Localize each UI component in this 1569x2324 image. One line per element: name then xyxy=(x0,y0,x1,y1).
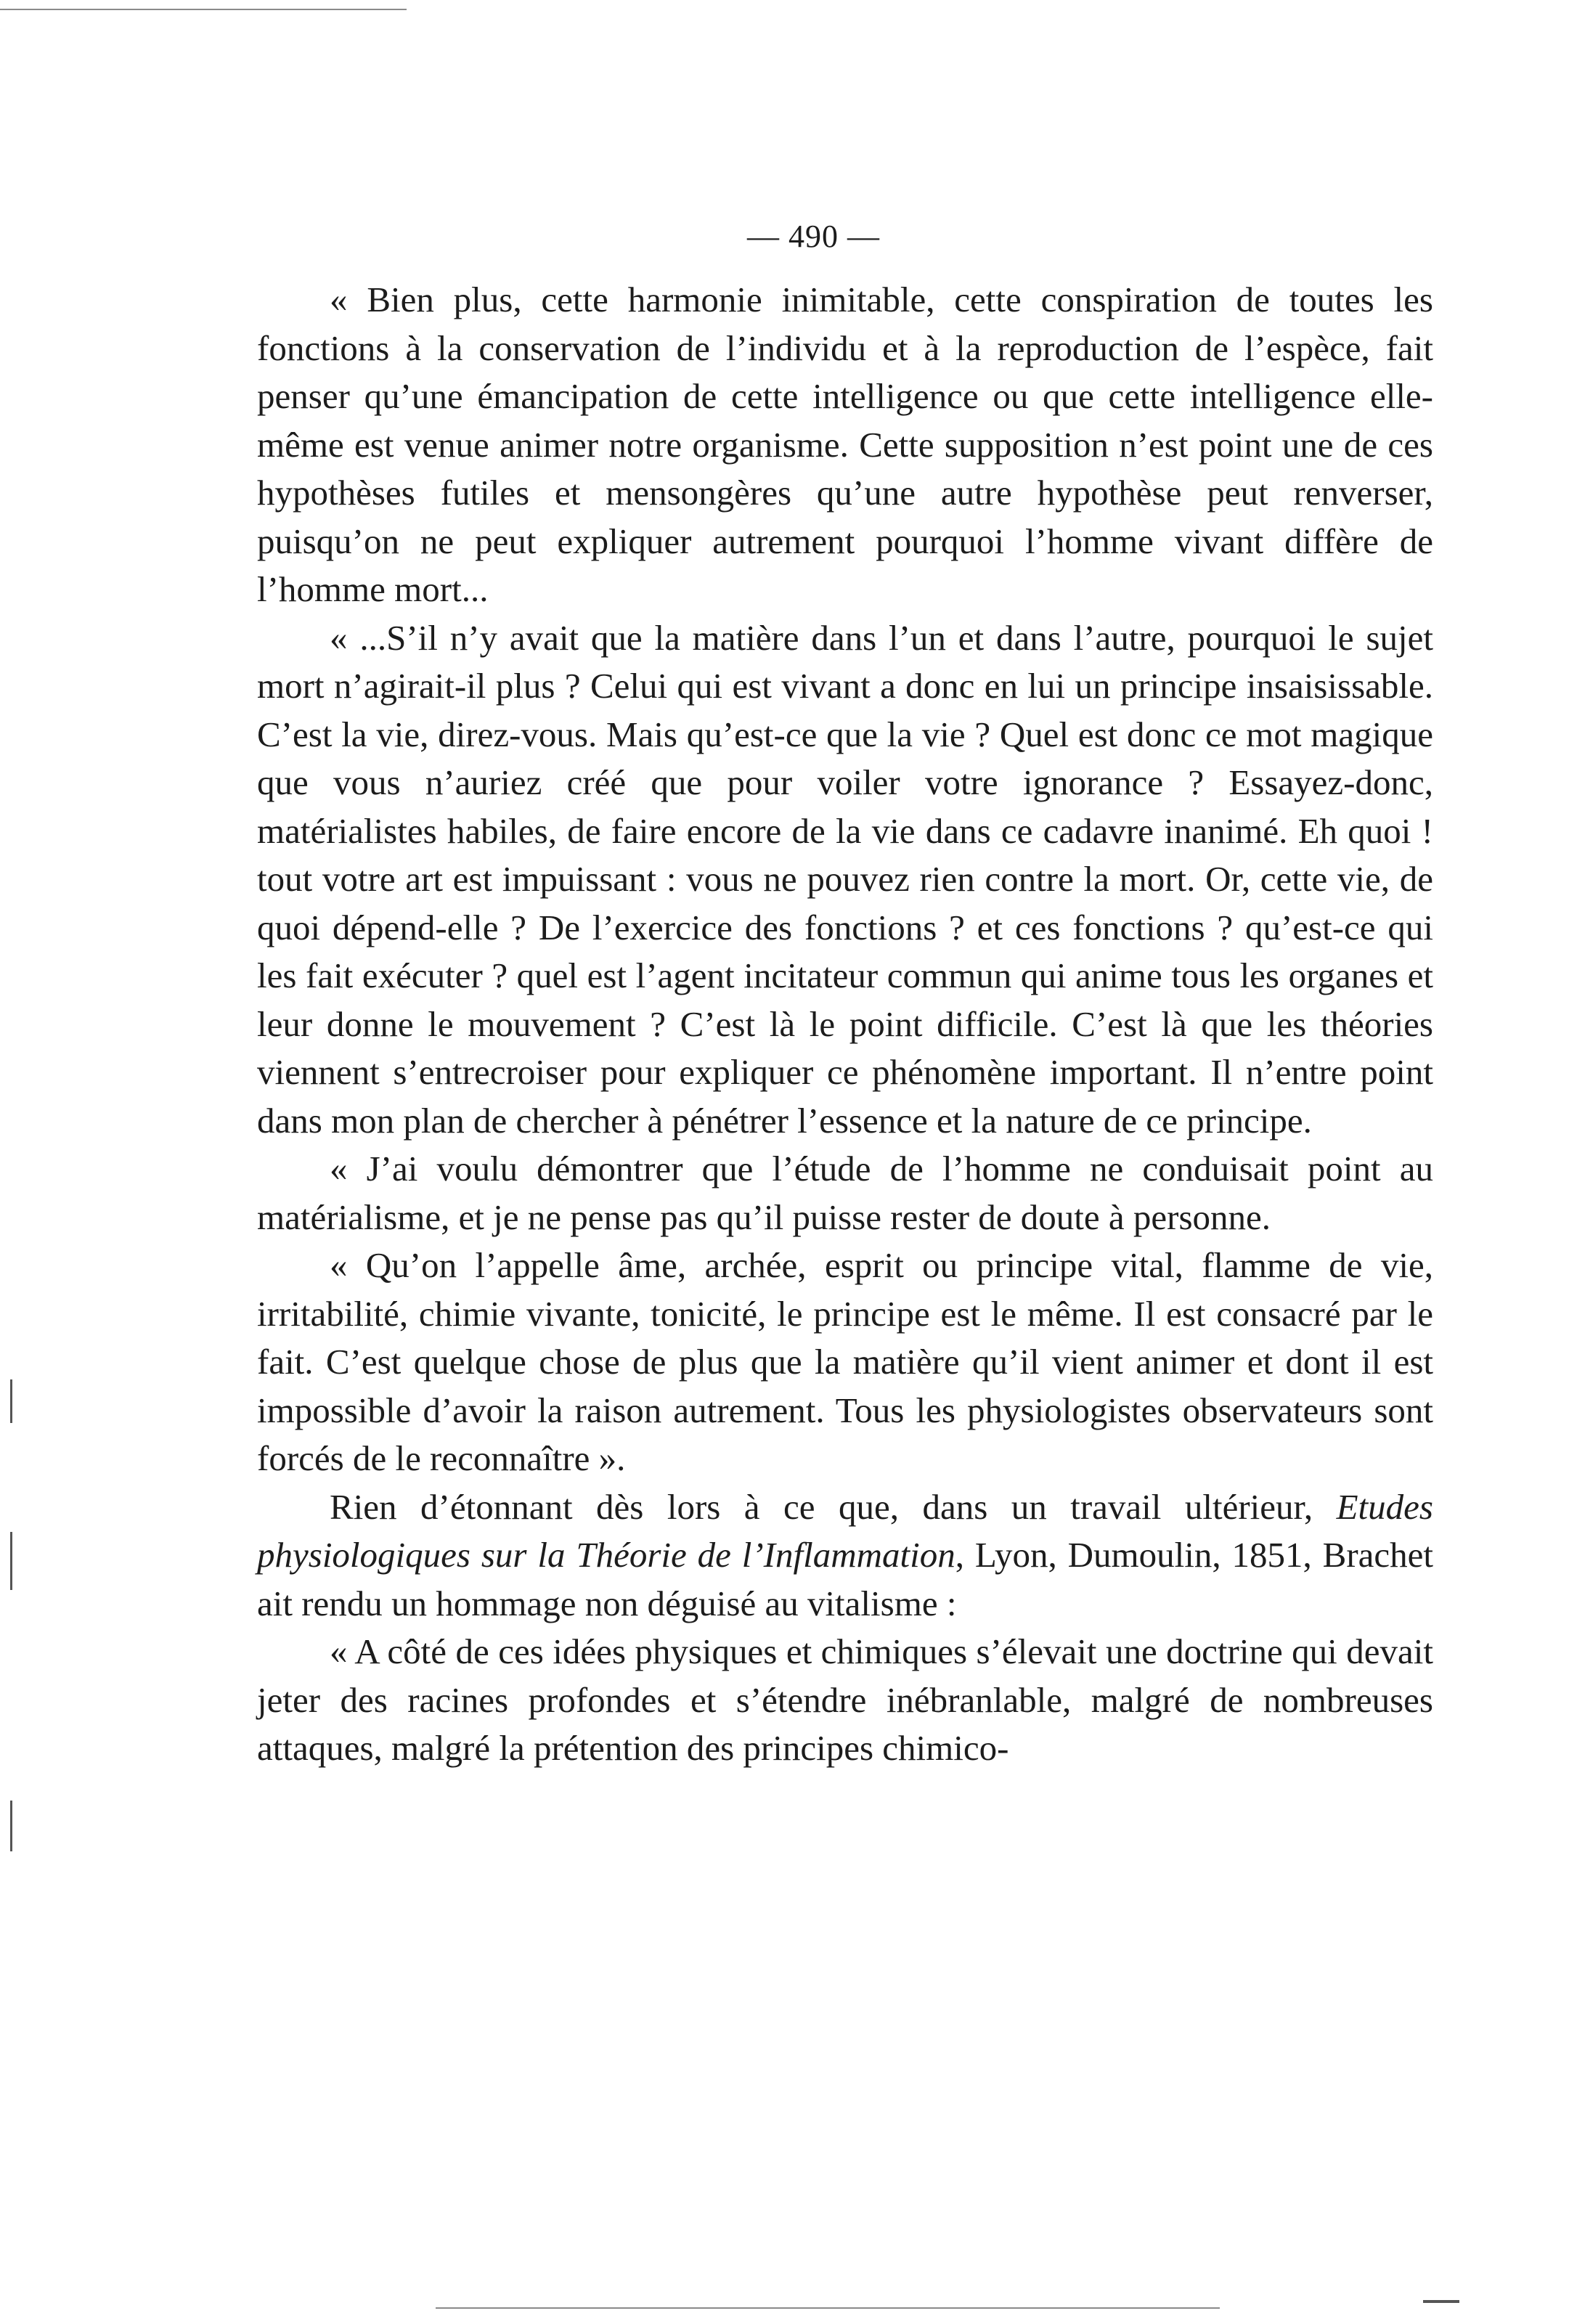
bottom-scan-rule xyxy=(436,2307,1220,2309)
etudes-title: Etudes physiologiques sur la Théorie de l’Inflammation xyxy=(257,1486,1433,1575)
top-scan-rule xyxy=(0,9,407,10)
etudes-text-before: Rien d’étonnant dès lors à ce que, dans un travail ultérieur, xyxy=(330,1486,1337,1527)
paragraph-doctrine: « A côté de ces idées physiques et chimiques s’élevait une doctrine qui devait jeter des racines profondes et s’étendre inébranlable, malgré de nombreuses attaques, malgré la prétention des principes chimico- xyxy=(257,1631,1433,1768)
page-number: — 490 — xyxy=(747,219,880,254)
left-edge-mark xyxy=(10,1379,12,1423)
left-edge-mark-3 xyxy=(10,1801,12,1851)
paragraph-principe-vital: « Qu’on l’appelle âme, archée, esprit ou principe vital, flamme de vie, irritabilité, chimie vivante, tonicité, le principe est le même. Il est consacré par le fait. C’est quelque chose de plus que la matière qu’il vient animer et dont il est impossible d’avoir la raison autrement. Tous les physiologistes observateurs sont forcés de le reconnaître ». xyxy=(257,1245,1433,1478)
paragraph-matiere: « ...S’il n’y avait que la matière dans l’un et dans l’autre, pourquoi le sujet mort n’agirait-il plus ? Celui qui est vivant a donc en lui un principe insaisissable. C’est la vie, direz-vous. Mais qu’est-ce que la vie ? Quel est donc ce mot magique que vous n’auriez créé que pour voiler votre ignorance ? Essayez-donc, matérialistes habiles, de faire encore de la vie dans ce cadavre inanimé. Eh quoi ! tout votre art est impuissant : vous ne pouvez rien contre la mort. Or, cette vie, de quoi dépend-elle ? De l’exercice des fonctions ? et ces fonctions ? qu’est-ce qui les fait exécuter ? quel est l’agent incitateur commun qui anime tous les organes et leur donne le mouvement ? C’est là le point difficile. C’est là que les théories viennent s’entrecroiser pour expliquer ce phénomène important. Il n’entre point dans mon plan de chercher à pénétrer l’essence et la nature de ce principe. xyxy=(257,617,1433,1141)
paragraph-harmonie: « Bien plus, cette harmonie inimitable, cette conspiration de toutes les fonctions à la conservation de l’individu et à la reproduction de l’espèce, fait penser qu’une émancipation de cette intelligence ou que cette intelligence elle-même est venue animer notre organisme. Cette supposition n’est point une de ces hypothèses futiles et mensongères qu’une autre hypothèse peut renverser, puisqu’on ne peut expliquer autrement pourquoi l’homme vivant diffère de l’homme mort... xyxy=(257,280,1433,609)
body-text xyxy=(257,276,1433,1773)
etudes-text-after: , Lyon, Dumoulin, 1851, Brachet ait rendu un hommage non déguisé au vitalisme : xyxy=(257,1535,1433,1623)
paragraph-materialisme: « J’ai voulu démontrer que l’étude de l’homme ne conduisait point au matérialisme, et je ne pense pas qu’il puisse rester de doute à personne. xyxy=(257,1149,1433,1237)
bottom-right-dash xyxy=(1423,2300,1459,2303)
left-edge-mark-2 xyxy=(10,1532,12,1590)
paragraph-etudes xyxy=(257,1483,1433,1628)
